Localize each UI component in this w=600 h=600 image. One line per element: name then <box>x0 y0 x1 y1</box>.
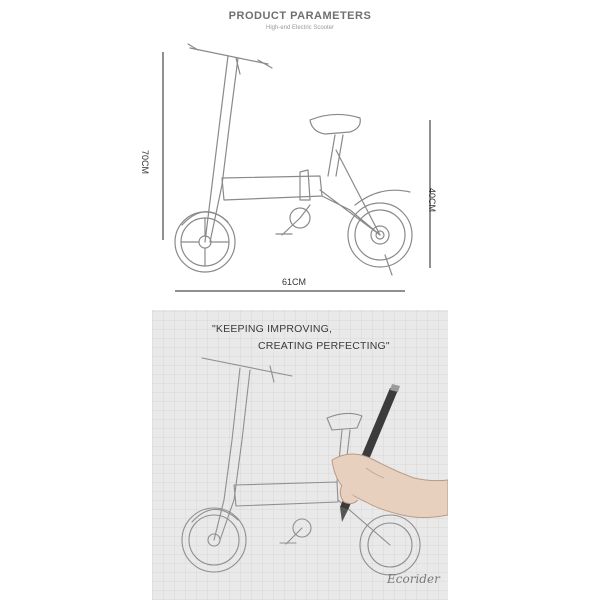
brand-signature: Ecorider <box>387 572 440 586</box>
page-subtitle: High-end Electric Scooter <box>265 25 335 31</box>
length-dimension-label: 61CM <box>282 277 307 287</box>
sketch-illustration-panel <box>152 310 448 600</box>
quote-line-2: CREATING PERFECTING" <box>258 340 390 352</box>
page-title: PRODUCT PARAMETERS <box>228 10 372 22</box>
seat-height-dimension-label: 40CM <box>427 188 437 213</box>
height-dimension-label: 70CM <box>140 150 150 175</box>
quote-line-1: "KEEPING IMPROVING, <box>212 323 333 335</box>
hand-holding-pen-illustration <box>152 310 448 600</box>
